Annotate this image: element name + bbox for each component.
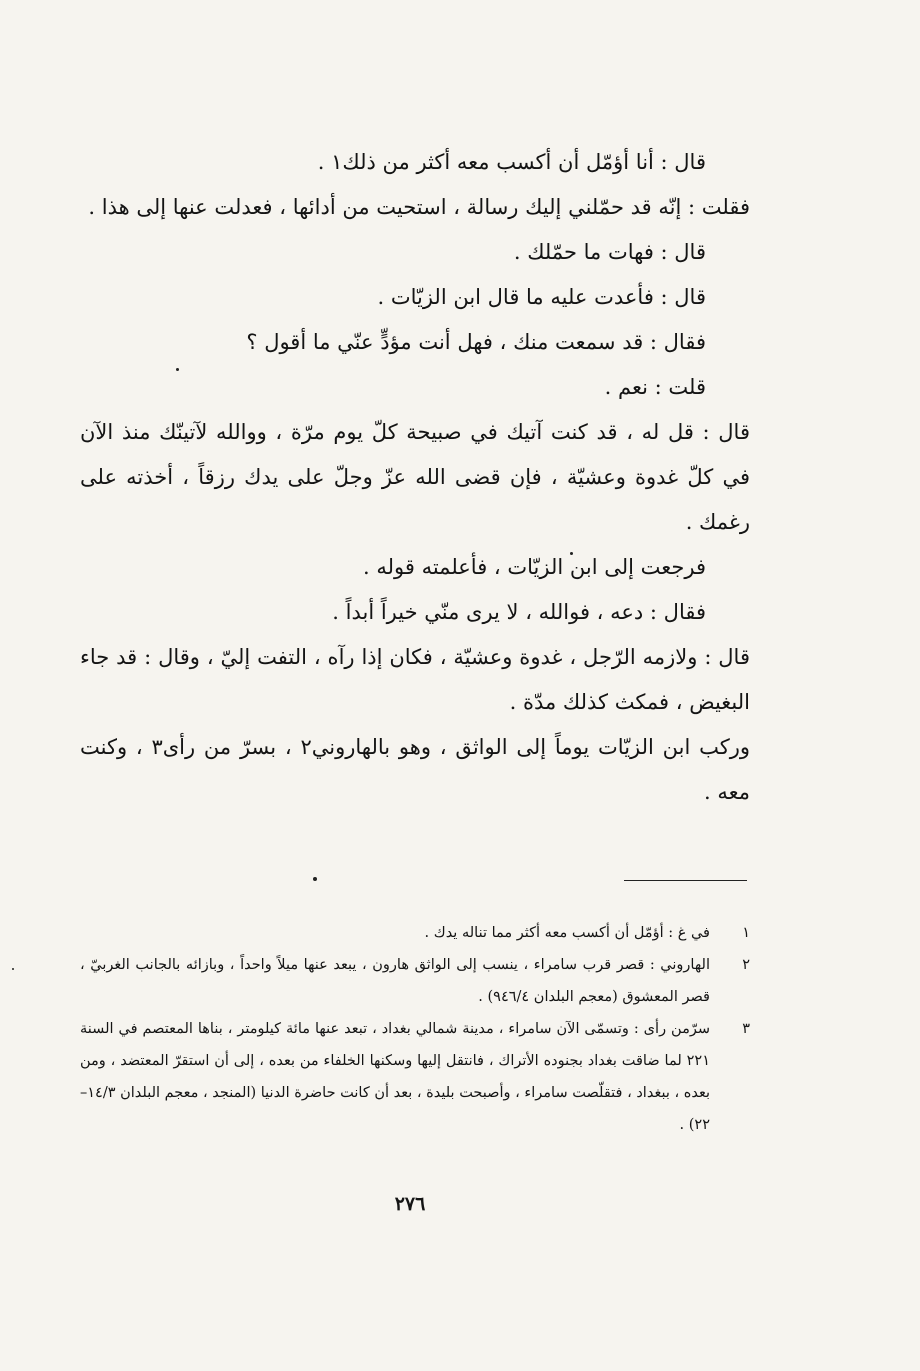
footnote-text: سرّمن رأى : وتسمّى الآن سامراء ، مدينة شمالي بغداد ، تبعد عنها مائة كيلومتر ، بناها المعتصم في السنة ٢٢١ لما ضاقت بغداد بجنوده الأتراك ، فانتقل إليها وسكنها الخلفاء من بعده ، إلى أن استقرّ المعتضد ، ومن بعده ، ببغداد ، فتقلّصت سامراء ، وأصبحت بليدة ، بعد أن كانت حاضرة الدنيا (المنجد ، معجم البلدان ١٤/٣–٢٢) . bbox=[80, 1021, 710, 1133]
page-number: ٢٧٦ bbox=[394, 1193, 426, 1215]
footnote bbox=[80, 949, 750, 1013]
ink-speck bbox=[570, 552, 573, 555]
paragraph: فرجعت إلى ابن الزيّات ، فأعلمته قوله . bbox=[363, 555, 706, 579]
paragraph: قال : قل له ، قد كنت آتيك في صبيحة كلّ يوم مرّة ، ووالله لآتينّك منذ الآن في كلّ غدوة وعشيّة ، فإن قضى الله عزّ وجلّ على يدك رزقاً ، أخذته على رغمك . bbox=[80, 420, 750, 534]
paragraph: فقال : قد سمعت منك ، فهل أنت مؤدٍّ عنّي ما أقول ؟ bbox=[246, 330, 706, 354]
footnote-number: ٣ bbox=[742, 1021, 750, 1037]
paragraph: قال : ولازمه الرّجل ، غدوة وعشيّة ، فكان إذا رآه ، التفت إليّ ، وقال : قد جاء البغيض ، فمكث كذلك مدّة . bbox=[80, 645, 750, 714]
footnote bbox=[80, 1013, 750, 1141]
paragraph: قال : فأعدت عليه ما قال ابن الزيّات . bbox=[377, 285, 706, 309]
paragraph: قلت : نعم . bbox=[604, 375, 706, 399]
footnote-number: ٢ bbox=[742, 957, 750, 973]
ink-speck bbox=[12, 968, 14, 970]
footnote-text: في غ : أؤمّل أن أكسب معه أكثر مما تناله يدك . bbox=[424, 925, 710, 941]
footnotes bbox=[80, 917, 750, 1141]
paragraph: قال : أنا أؤمّل أن أكسب معه أكثر من ذلك١ . bbox=[317, 150, 706, 174]
footnote bbox=[80, 917, 750, 949]
ink-speck bbox=[176, 368, 179, 371]
paragraph: فقال : دعه ، فوالله ، لا يرى منّي خيراً أبداً . bbox=[332, 600, 706, 624]
ink-speck bbox=[313, 877, 317, 881]
footnote-separator bbox=[624, 880, 747, 881]
paragraph: وركب ابن الزيّات يوماً إلى الواثق ، وهو بالهاروني٢ ، بسرّ من رأى٣ ، وكنت معه . bbox=[80, 735, 751, 804]
footnote-number: ١ bbox=[742, 925, 750, 941]
paragraph: فقلت : إنّه قد حمّلني إليك رسالة ، استحيت من أدائها ، فعدلت عنها إلى هذا . bbox=[88, 195, 750, 219]
footnote-text: الهاروني : قصر قرب سامراء ، ينسب إلى الواثق هارون ، يبعد عنها ميلاً واحداً ، وبازائه بالجانب الغربيّ ، قصر المعشوق (معجم البلدان ٩٤٦/٤) . bbox=[80, 957, 710, 1005]
main-text bbox=[80, 140, 750, 815]
paragraph: قال : فهات ما حمّلك . bbox=[513, 240, 706, 264]
